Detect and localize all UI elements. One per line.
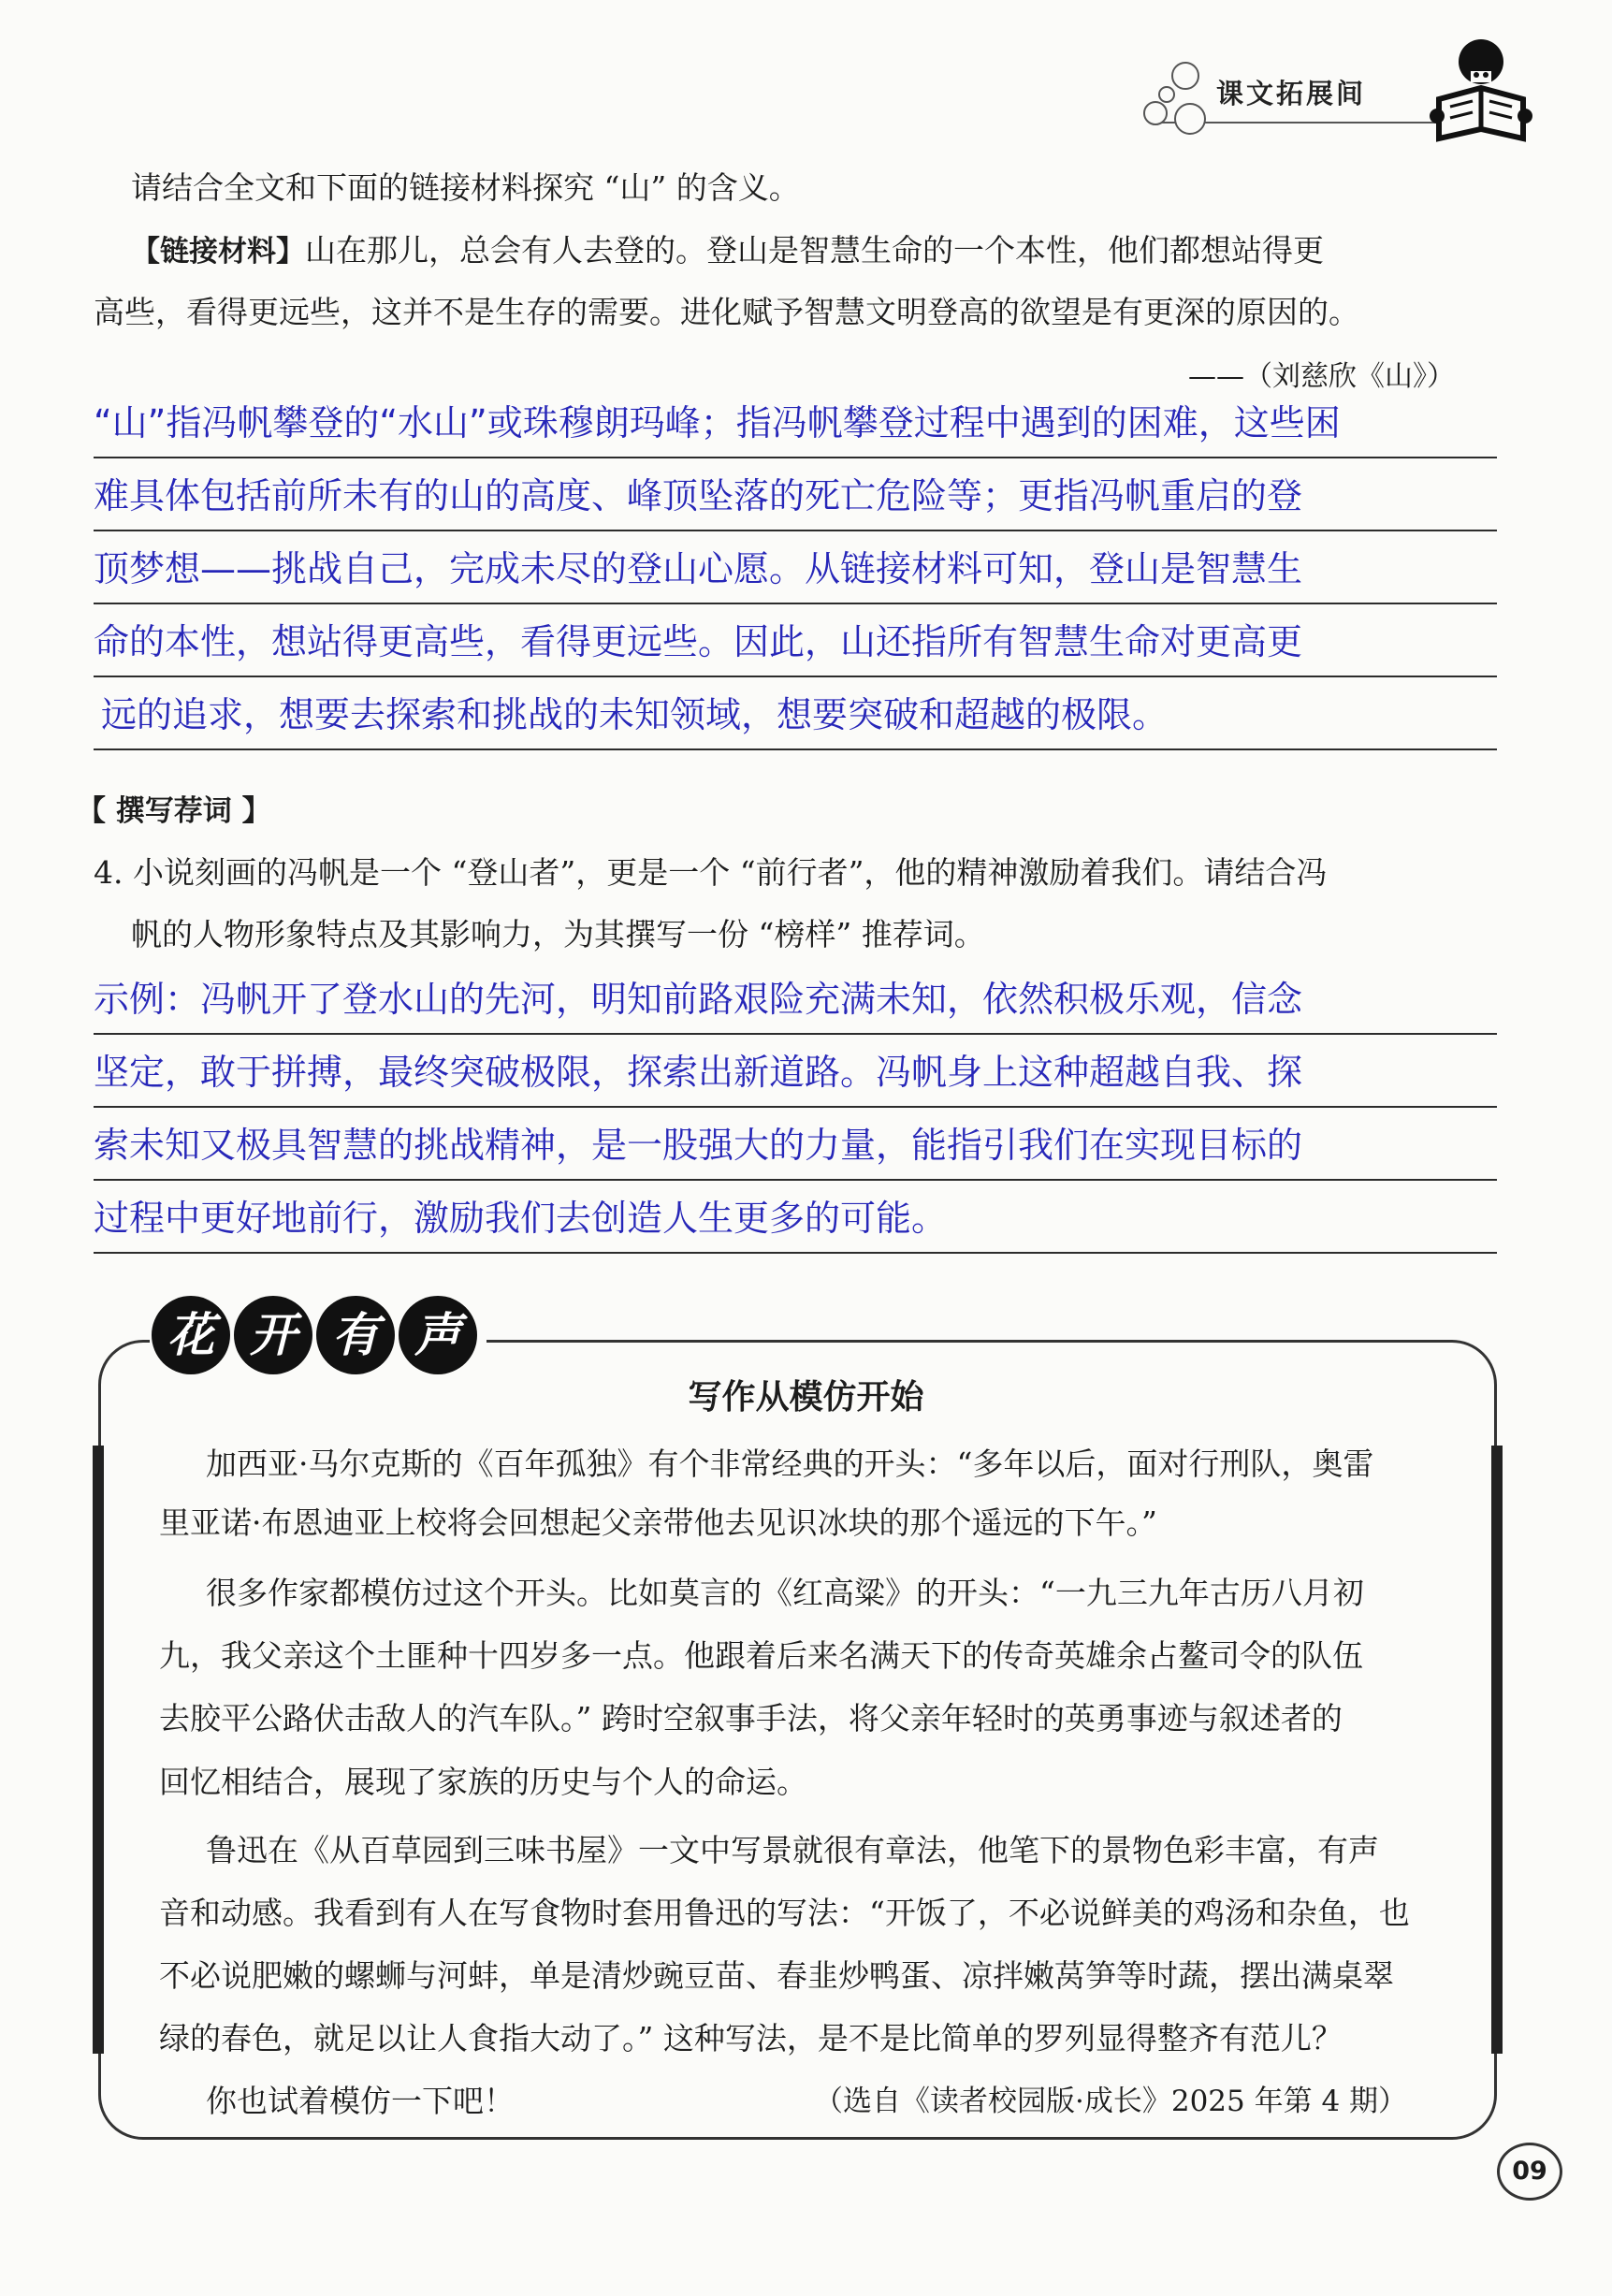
- material-label: 【链接材料】: [131, 235, 305, 269]
- box-paragraph-line: 你也试着模仿一下吧！: [206, 2083, 515, 2119]
- box-paragraph-line: 加西亚·马尔克斯的《百年孤独》有个非常经典的开头：“多年以后，面对行刑队，奥雷: [206, 1446, 1374, 1482]
- answer-text: 难具体包括前所未有的山的高度、峰顶坠落的死亡危险等；更指冯帆重启的登: [94, 475, 1303, 516]
- box-right-bar: [1491, 1446, 1503, 2054]
- box-paragraph-line: 不必说肥嫩的螺蛳与河蚌，单是清炒豌豆苗、春韭炒鸭蛋、凉拌嫩莴笋等时蔬，摆出满桌翠: [159, 1957, 1394, 1994]
- box-paragraph-line: 音和动感。我看到有人在写食物时套用鲁迅的写法：“开饭了，不必说鲜美的鸡汤和杂鱼，也: [159, 1895, 1410, 1931]
- answer-line: [94, 533, 1497, 604]
- question4-prompt-line2: 帆的人物形象特点及其影响力，为其撰写一份 “榜样” 推荐词。: [131, 916, 985, 952]
- badge-sheng: 声: [399, 1296, 477, 1374]
- question3-prompt: 请结合全文和下面的链接材料探究 “山” 的含义。: [131, 169, 800, 206]
- answer-text: 顶梦想——挑战自己，完成未尽的登山心愿。从链接材料可知，登山是智慧生: [94, 548, 1303, 589]
- section-label-recommendation: 【 撰写荐词 】: [77, 794, 271, 828]
- answer-text: 远的追求，想要去探索和挑战的未知领域，想要突破和超越的极限。: [101, 694, 1169, 735]
- answer-text: 坚定，敢于拼搏，最终突破极限，探索出新道路。冯帆身上这种超越自我、探: [94, 1052, 1303, 1093]
- link-material-line2: 高些，看得更远些，这并不是生存的需要。进化赋予智慧文明登高的欲望是有更深的原因的。: [94, 294, 1359, 330]
- answer-line: [94, 679, 1497, 750]
- question3-answer-block: [94, 387, 1497, 762]
- section-title: 课文拓展间: [1216, 78, 1367, 109]
- badge-you: 有: [316, 1296, 395, 1374]
- box-paragraph-line: 去胶平公路伏击敌人的汽车队。” 跨时空叙事手法，将父亲年轻时的英勇事迹与叙述者的: [159, 1700, 1343, 1737]
- header-bubble: [1171, 62, 1199, 90]
- box-paragraph-line: 九，我父亲这个土匪种十四岁多一点。他跟着后来名满天下的传奇英雄余占鳌司令的队伍: [159, 1637, 1363, 1674]
- answer-text: 命的本性，想站得更高些，看得更远些。因此，山还指所有智慧生命对更高更: [94, 621, 1303, 662]
- answer-text: “山”指冯帆攀登的“水山”或珠穆朗玛峰；指冯帆攀登过程中遇到的困难，这些困: [94, 402, 1341, 443]
- badge-kai: 开: [234, 1296, 312, 1374]
- box-paragraph-line: 鲁迅在《从百草园到三味书屋》一文中写景就很有章法，他笔下的景物色彩丰富，有声: [206, 1832, 1379, 1868]
- answer-line: [94, 1183, 1497, 1254]
- answer-text: 过程中更好地前行，激励我们去创造人生更多的可能。: [94, 1198, 948, 1239]
- answer-line: [94, 460, 1497, 531]
- answer-text: 索未知又极具智慧的挑战精神，是一股强大的力量，能指引我们在实现目标的: [94, 1125, 1303, 1166]
- answer-line: [94, 387, 1497, 458]
- question4-answer-block: [94, 964, 1497, 1263]
- box-left-bar: [93, 1446, 104, 2054]
- link-material-line1: [131, 227, 1324, 275]
- box-paragraph-line: 里亚诺·布恩迪亚上校将会回想起父亲带他去见识冰块的那个遥远的下午。”: [159, 1504, 1157, 1541]
- box-paragraph-line: 很多作家都模仿过这个开头。比如莫言的《红高粱》的开头：“一九三九年古历八月初: [206, 1575, 1364, 1611]
- answer-line: [94, 1110, 1497, 1181]
- box-source: （选自《读者校园版·成长》2025 年第 4 期）: [814, 2085, 1408, 2118]
- material-text: 山在那儿，总会有人去登的。登山是智慧生命的一个本性，他们都想站得更: [305, 232, 1324, 269]
- answer-line: [94, 1037, 1497, 1108]
- header-bubble: [1174, 103, 1206, 135]
- box-paragraph-line: 回忆相结合，展现了家族的历史与个人的命运。: [159, 1764, 807, 1800]
- page-number: 09: [1497, 2143, 1562, 2201]
- header-bubble: [1158, 86, 1175, 103]
- badge-hua: 花: [152, 1296, 230, 1374]
- material-source: ——（刘慈欣《山》）: [1188, 360, 1455, 393]
- answer-text: 示例：冯帆开了登水山的先河，明知前路艰险充满未知，依然积极乐观，信念: [94, 979, 1303, 1020]
- box-title: 写作从模仿开始: [688, 1378, 924, 1417]
- question4-prompt-line1: 4. 小说刻画的冯帆是一个 “登山者”，更是一个 “前行者”，他的精神激励着我们。请结合冯: [94, 854, 1328, 891]
- header-bubble: [1143, 101, 1168, 125]
- reading-boy-icon: [1430, 34, 1532, 146]
- box-paragraph-line: 绿的春色，就足以让人食指大动了。” 这种写法，是不是比简单的罗列显得整齐有范儿？: [159, 2020, 1343, 2056]
- answer-line: [94, 606, 1497, 677]
- answer-line: [94, 964, 1497, 1035]
